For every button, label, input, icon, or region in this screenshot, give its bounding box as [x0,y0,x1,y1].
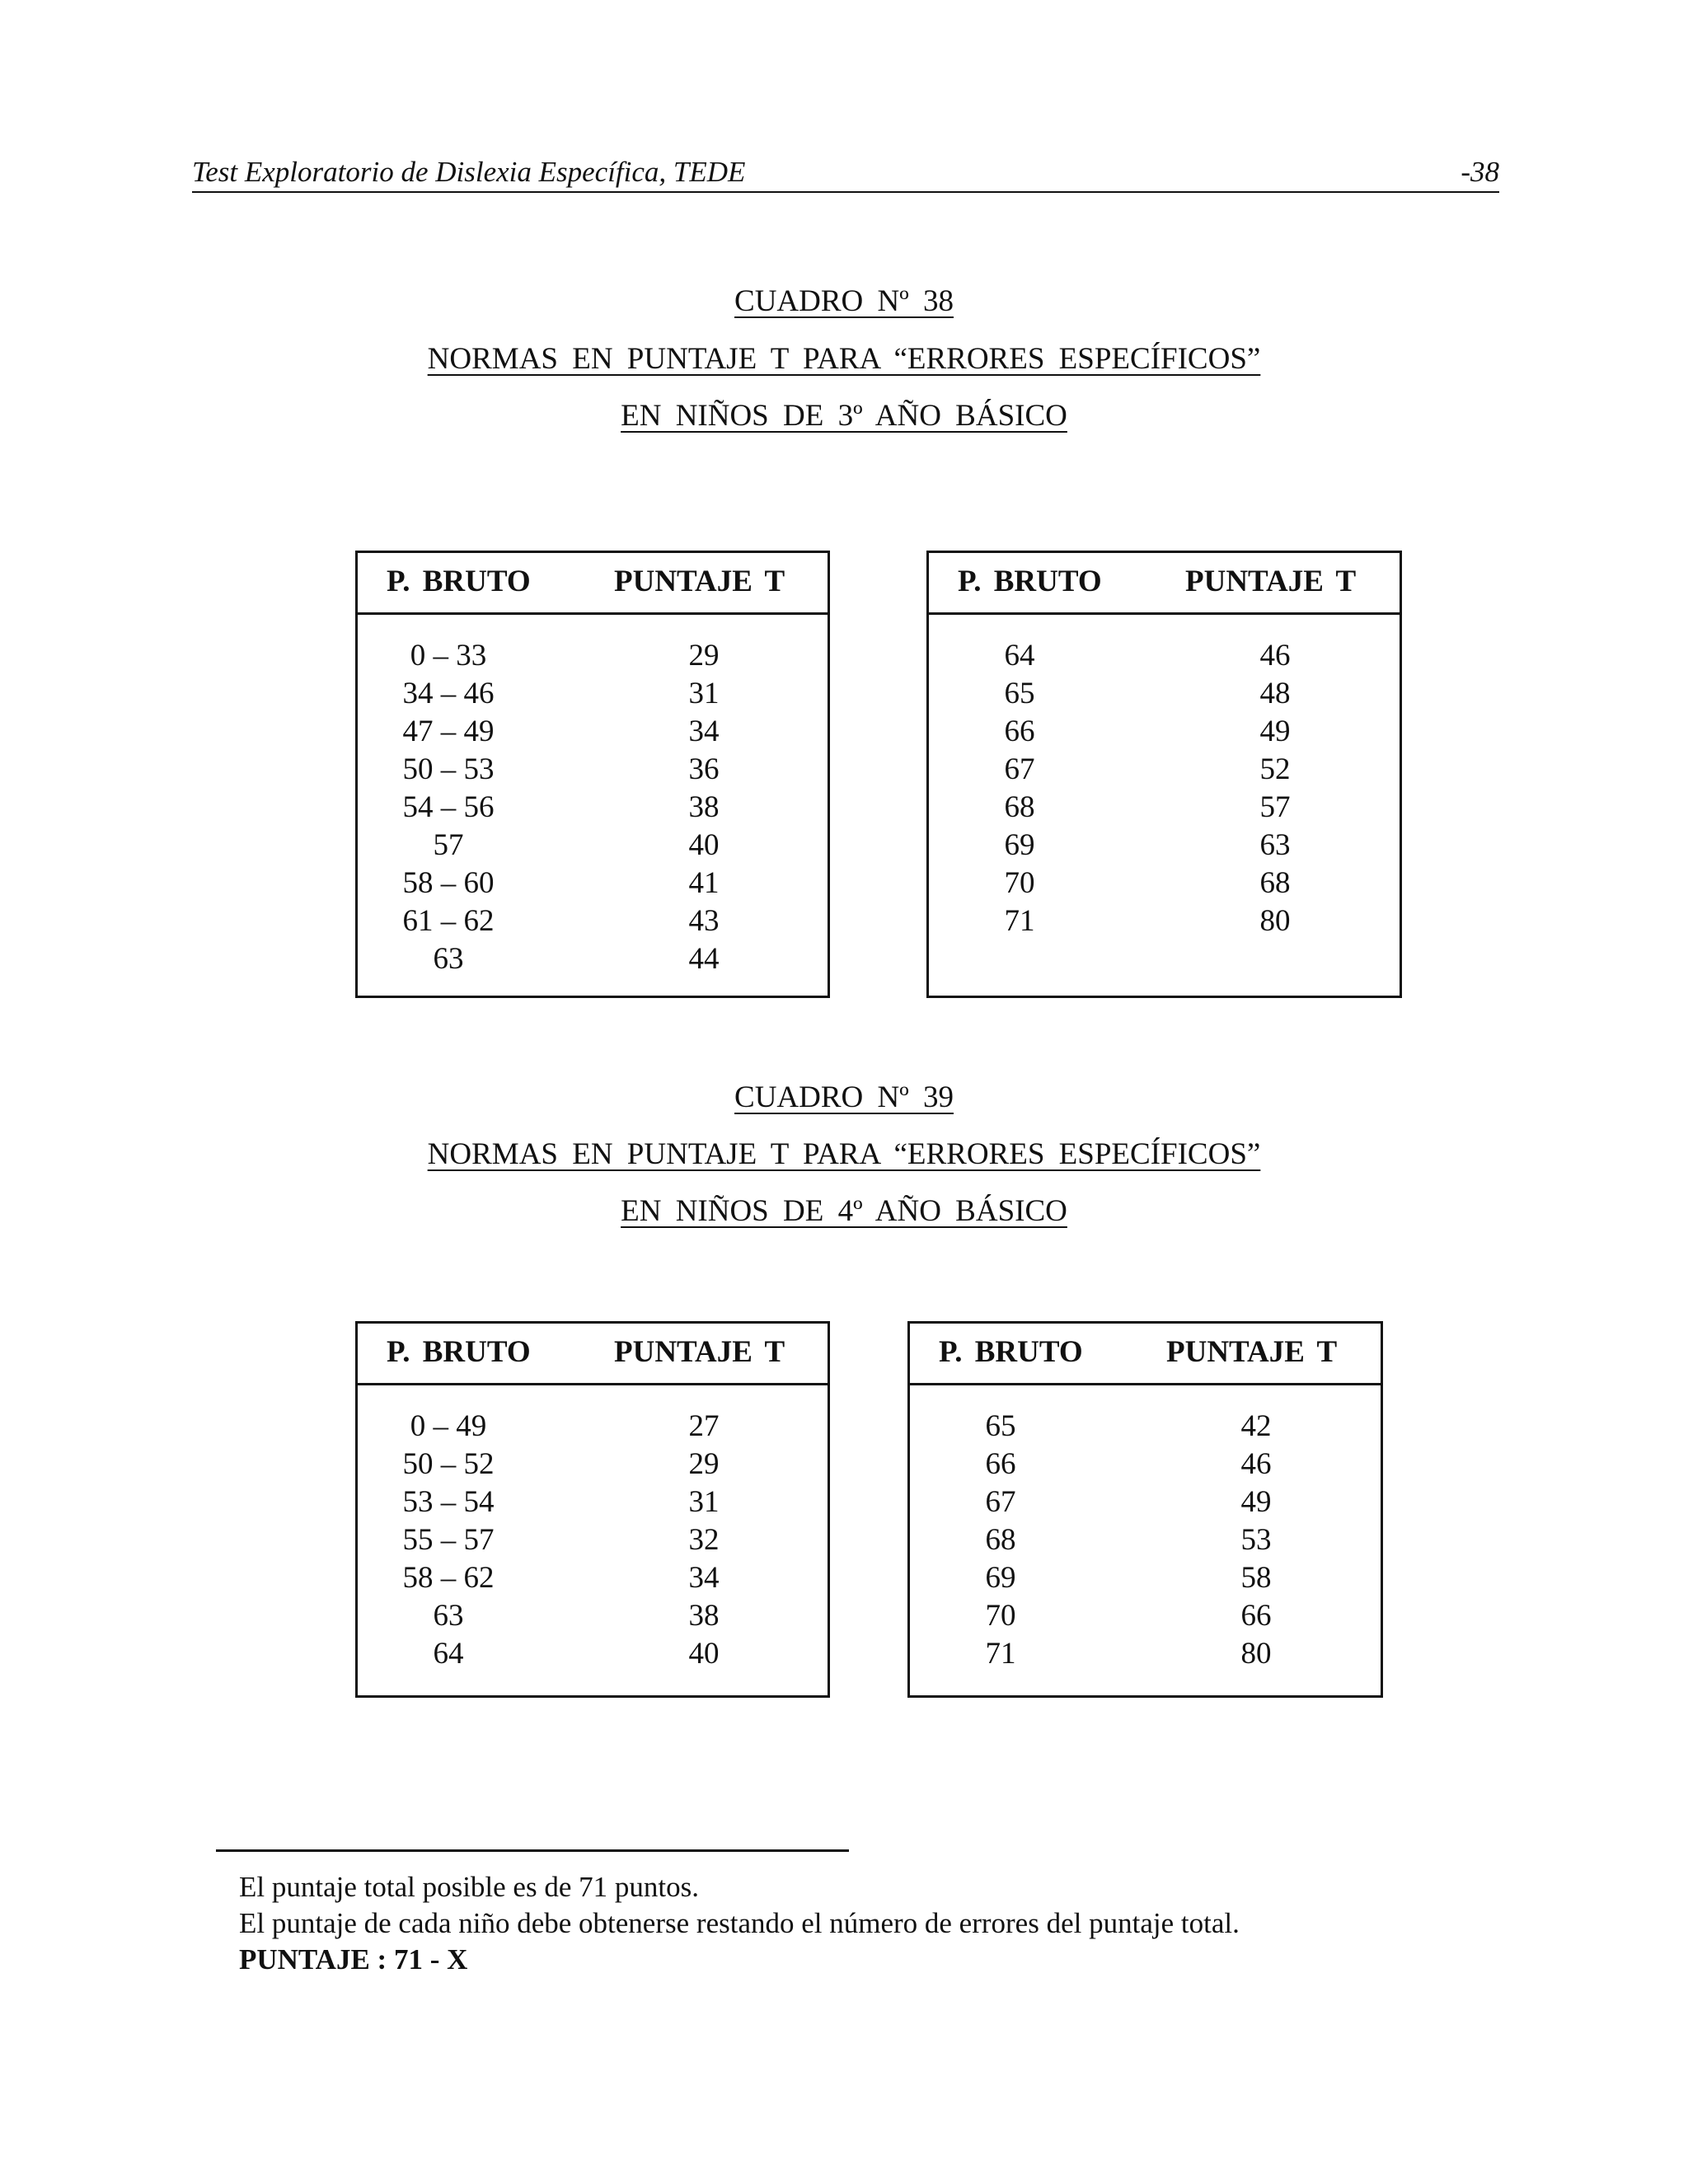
p-bruto-cell: 53 – 54 [402,1485,495,1519]
puntaje-t-cell: 68 [1259,866,1291,900]
table-row [358,790,828,827]
puntaje-t-cell: 58 [1240,1561,1272,1595]
table-row [358,1598,828,1636]
column-header-p-bruto: P. BRUTO [387,565,531,598]
table-header [358,1324,828,1385]
p-bruto-cell: 66 [1004,715,1035,748]
footnote-line-1: El puntaje total posible es de 71 puntos. [239,1871,699,1903]
p-bruto-cell: 64 [433,1637,464,1671]
table-header [358,553,828,615]
p-bruto-cell: 54 – 56 [402,790,495,824]
p-bruto-cell: 34 – 46 [402,677,495,710]
column-header-puntaje-t: PUNTAJE T [614,565,785,598]
puntaje-t-cell: 49 [1259,715,1291,748]
cuadro-38-subtitle: EN NIÑOS DE 3º AÑO BÁSICO [621,399,1067,433]
cuadro-39-table-right [907,1321,1383,1698]
table-row [358,676,828,714]
running-header [192,153,1499,193]
table-row [929,676,1400,714]
cuadro-38-table-right [926,551,1402,998]
table-row [358,1408,828,1446]
column-header-p-bruto: P. BRUTO [958,565,1102,598]
puntaje-t-cell: 38 [688,790,720,824]
table-row [358,827,828,865]
puntaje-t-cell: 80 [1259,904,1291,938]
puntaje-t-cell: 66 [1240,1599,1272,1633]
table-header [929,553,1400,615]
p-bruto-cell: 67 [985,1485,1016,1519]
table-row [358,903,828,941]
table-row [358,752,828,790]
puntaje-t-cell: 31 [688,677,720,710]
puntaje-t-cell: 27 [688,1409,720,1443]
puntaje-t-cell: 34 [688,715,720,748]
table-row [910,1560,1381,1598]
table-row [910,1598,1381,1636]
p-bruto-cell: 63 [433,1599,464,1633]
footnote-line-2: El puntaje de cada niño debe obtenerse restando el número de errores del puntaje total. [239,1907,1240,1939]
puntaje-t-cell: 36 [688,752,720,786]
p-bruto-cell: 65 [985,1409,1016,1443]
puntaje-t-cell: 42 [1240,1409,1272,1443]
p-bruto-cell: 0 – 33 [410,639,487,673]
p-bruto-cell: 63 [433,942,464,976]
puntaje-t-cell: 53 [1240,1523,1272,1557]
p-bruto-cell: 50 – 53 [402,752,495,786]
cuadro-38-title: NORMAS EN PUNTAJE T PARA “ERRORES ESPECÍFICOS” [427,342,1261,376]
table-row [910,1484,1381,1522]
p-bruto-cell: 66 [985,1447,1016,1481]
table-row [358,1446,828,1484]
puntaje-t-cell: 34 [688,1561,720,1595]
table-row [358,1522,828,1560]
footnote-formula: PUNTAJE : 71 - X [239,1943,468,1975]
p-bruto-cell: 58 – 60 [402,866,495,900]
table-row [358,941,828,979]
p-bruto-cell: 67 [1004,752,1035,786]
puntaje-t-cell: 80 [1240,1637,1272,1671]
table-row [358,714,828,752]
puntaje-t-cell: 46 [1259,639,1291,673]
table-row [929,790,1400,827]
table-row [929,638,1400,676]
document-title: Test Exploratorio de Dislexia Específica, TEDE [192,156,746,188]
footnote-divider [216,1849,849,1852]
puntaje-t-cell: 29 [688,639,720,673]
table-row [358,1560,828,1598]
p-bruto-cell: 0 – 49 [410,1409,487,1443]
puntaje-t-cell: 38 [688,1599,720,1633]
p-bruto-cell: 57 [433,828,464,862]
puntaje-t-cell: 40 [688,1637,720,1671]
puntaje-t-cell: 57 [1259,790,1291,824]
p-bruto-cell: 69 [1004,828,1035,862]
p-bruto-cell: 71 [985,1637,1016,1671]
puntaje-t-cell: 46 [1240,1447,1272,1481]
p-bruto-cell: 50 – 52 [402,1447,495,1481]
p-bruto-cell: 70 [985,1599,1016,1633]
table-row [910,1446,1381,1484]
p-bruto-cell: 65 [1004,677,1035,710]
cuadro-39-subtitle: EN NIÑOS DE 4º AÑO BÁSICO [621,1194,1067,1228]
cuadro-39-title: NORMAS EN PUNTAJE T PARA “ERRORES ESPECÍFICOS” [427,1137,1261,1171]
table-row [910,1636,1381,1674]
puntaje-t-cell: 31 [688,1485,720,1519]
puntaje-t-cell: 40 [688,828,720,862]
cuadro-38-heading: CUADRO Nº 38 [734,284,954,318]
table-header [910,1324,1381,1385]
page-number: -38 [1461,156,1499,188]
p-bruto-cell: 70 [1004,866,1035,900]
table-row [929,714,1400,752]
p-bruto-cell: 58 – 62 [402,1561,495,1595]
table-row [910,1408,1381,1446]
table-row [929,752,1400,790]
p-bruto-cell: 55 – 57 [402,1523,495,1557]
column-header-puntaje-t: PUNTAJE T [1166,1335,1338,1369]
p-bruto-cell: 68 [1004,790,1035,824]
puntaje-t-cell: 49 [1240,1485,1272,1519]
column-header-puntaje-t: PUNTAJE T [1185,565,1357,598]
p-bruto-cell: 69 [985,1561,1016,1595]
cuadro-39-heading: CUADRO Nº 39 [734,1080,954,1114]
table-row [929,903,1400,941]
table-row [358,1484,828,1522]
column-header-puntaje-t: PUNTAJE T [614,1335,785,1369]
p-bruto-cell: 71 [1004,904,1035,938]
column-header-p-bruto: P. BRUTO [387,1335,531,1369]
table-row [929,865,1400,903]
table-row [358,638,828,676]
table-row [358,865,828,903]
puntaje-t-cell: 43 [688,904,720,938]
table-row [929,827,1400,865]
puntaje-t-cell: 63 [1259,828,1291,862]
table-row [910,1522,1381,1560]
cuadro-38-table-left [355,551,830,998]
p-bruto-cell: 61 – 62 [402,904,495,938]
puntaje-t-cell: 29 [688,1447,720,1481]
puntaje-t-cell: 52 [1259,752,1291,786]
p-bruto-cell: 68 [985,1523,1016,1557]
table-row [358,1636,828,1674]
puntaje-t-cell: 48 [1259,677,1291,710]
p-bruto-cell: 47 – 49 [402,715,495,748]
cuadro-39-table-left [355,1321,830,1698]
puntaje-t-cell: 41 [688,866,720,900]
p-bruto-cell: 64 [1004,639,1035,673]
puntaje-t-cell: 32 [688,1523,720,1557]
puntaje-t-cell: 44 [688,942,720,976]
column-header-p-bruto: P. BRUTO [939,1335,1083,1369]
